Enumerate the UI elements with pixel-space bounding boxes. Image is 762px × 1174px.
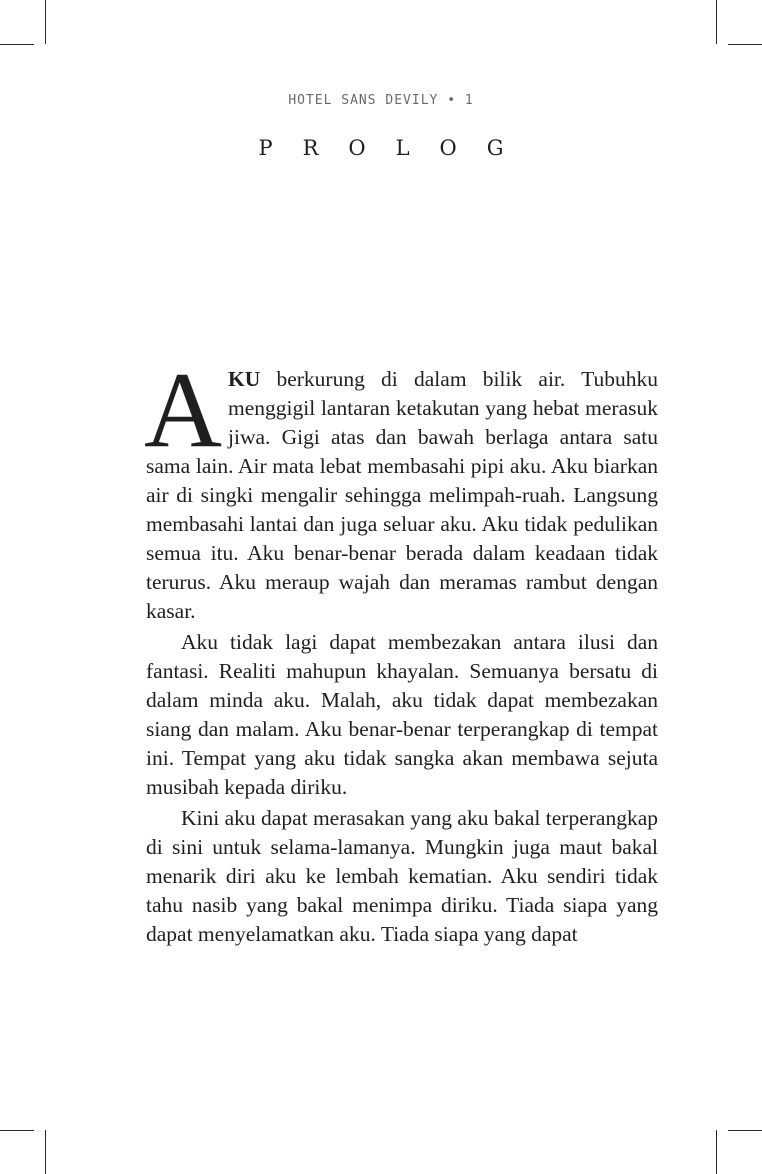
body-text — [144, 351, 658, 949]
crop-mark-bottom-right-vertical — [716, 1130, 717, 1174]
crop-mark-top-left-horizontal — [0, 44, 34, 45]
crop-mark-top-right-horizontal — [728, 44, 762, 45]
drop-cap: A — [144, 351, 222, 470]
crop-mark-bottom-right-horizontal — [728, 1130, 762, 1131]
chapter-title: PROLOG — [258, 136, 534, 160]
crop-mark-top-left-vertical — [45, 0, 46, 44]
paragraph-3: Kini aku dapat merasakan yang aku bakal terperangkap di sini untuk selama-lamanya. Mungkin juga maut bakal menarik diri aku ke lembah kematian. Aku sendiri tidak tahu nasib yang bakal menimpa diriku. Tiada siapa yang dapat menyelamatkan aku. Tiada siapa yang dapat — [146, 806, 658, 946]
running-head: HOTEL SANS DEVILY • 1 — [288, 93, 474, 108]
paragraph-1-text: berkurung di dalam bilik air. Tubuhku menggigil lantaran ketakutan yang hebat merasuk jiwa. Gigi atas dan bawah berlaga antara satu sama lain. Air mata lebat membasahi pipi aku. Aku biarkan air di singki mengalir sehingga melimpah-ruah. Langsung membasahi lantai dan juga seluar aku. Aku tidak pedulikan semua itu. Aku benar-benar berada dalam keadaan tidak terurus. Aku meraup wajah dan meramas rambut dengan kasar. — [146, 367, 658, 623]
crop-mark-bottom-left-horizontal — [0, 1130, 34, 1131]
crop-mark-bottom-left-vertical — [45, 1130, 46, 1174]
paragraph-1 — [144, 351, 658, 626]
paragraph-2: Aku tidak lagi dapat membezakan antara ilusi dan fantasi. Realiti mahupun khayalan. Semuanya bersatu di dalam minda aku. Malah, aku tidak dapat membezakan siang dan malam. Aku benar-benar terperangkap di tempat ini. Tempat yang aku tidak sangka akan membawa sejuta musibah kepada diriku. — [146, 630, 658, 799]
lead-in: KU — [228, 367, 261, 391]
crop-mark-top-right-vertical — [716, 0, 717, 44]
